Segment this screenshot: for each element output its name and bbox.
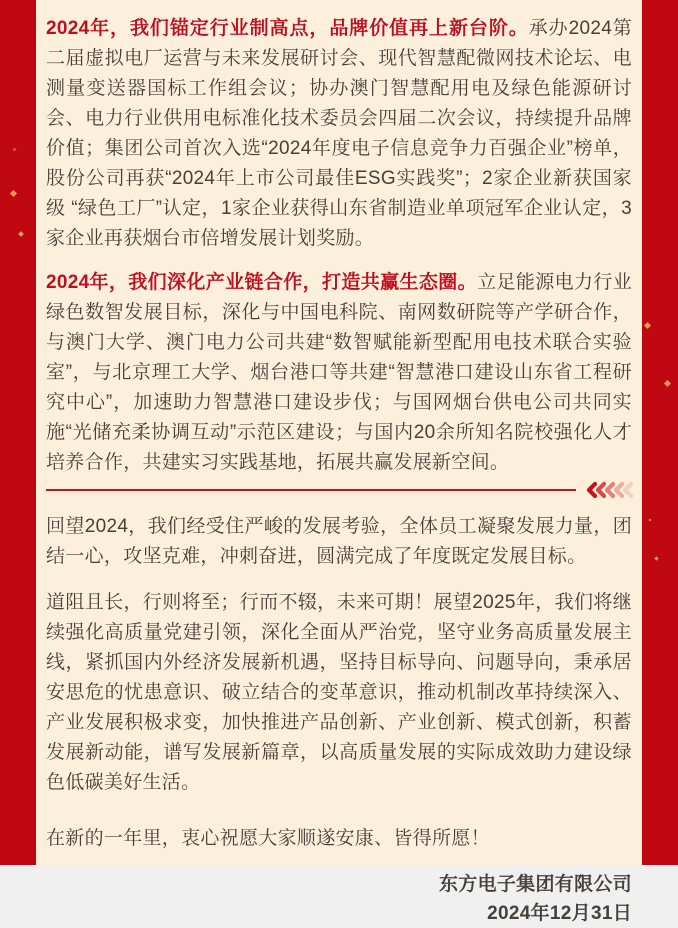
signature-company: 东方电子集团有限公司	[438, 874, 632, 895]
sparkle-decoration	[664, 380, 671, 387]
sparkle-decoration	[654, 556, 658, 560]
paragraph-industry-chain	[46, 268, 632, 478]
sparkle-decoration	[18, 231, 24, 237]
sparkle-decoration	[12, 147, 16, 151]
sparkle-decoration	[644, 322, 651, 329]
paragraph-brand-value-body: 承办2024第二届虚拟电厂运营与未来发展研讨会、现代智慧配微网技术论坛、电测量变送器国标工作组会议；协办澳门智慧配用电及绿色能源研讨会、电力行业供用电标准化技术委员会四届二次会议，持续提升品牌价值；集团公司首次入选“2024年度电子信息竞争力百强企业”榜单，股份公司再获“2024年上市公司最佳ESG实践奖”；2家企业新获国家级 “绿色工厂”认定，1家企业获得山东省制造业单项冠军企业认定，3家企业再获烟台市倍增发展计划奖励。	[46, 18, 632, 249]
content-panel	[36, 0, 642, 924]
sparkle-decoration	[10, 190, 17, 197]
paragraph-brand-value	[46, 14, 632, 254]
paragraph-brand-value-lead: 2024年，我们锚定行业制高点，品牌价值再上新台阶。	[46, 18, 529, 39]
sparkle-decoration	[649, 519, 652, 522]
paragraph-industry-chain-lead: 2024年，我们深化产业链合作，打造共赢生态圈。	[46, 272, 478, 293]
signature-date: 2024年12月31日	[487, 903, 632, 924]
divider-line	[46, 489, 576, 491]
paragraph-outlook-2025: 道阻且长，行则将至；行而不辍，未来可期！展望2025年，我们将继续强化高质量党建引领，深化全面从严治党，坚守业务高质量发展主线，紧抓国内外经济发展新机遇，坚持目标导向、问题导向，秉承居安思危的忧患意识、破立结合的变革意识，推动机制改革持续深入、产业发展积极求变，加快推进产品创新、产业创新、模式创新，积蓄发展新动能，谱写发展新篇章，以高质量发展的实际成效助力建设绿色低碳美好生活。	[46, 592, 632, 793]
fading-chevrons-icon	[586, 482, 632, 498]
section-divider	[46, 482, 632, 498]
paragraph-new-year-wish: 在新的一年里，衷心祝愿大家顺遂安康、皆得所愿！	[46, 828, 490, 849]
paragraph-industry-chain-body: 立足能源电力行业绿色数智发展目标，深化与中国电科院、南网数研院等产学研合作，与澳门大学、澳门电力公司共建“数智赋能新型配用电技术联合实验室”，与北京理工大学、烟台港口等共建“智慧港口建设山东省工程研究中心”，加速助力智慧港口建设步伐；与国网烟台供电公司共同实施“光储充柔协调互动”示范区建设；与国内20余所知名院校强化人才培养合作，共建实习实践基地，拓展共赢发展新空间。	[46, 272, 632, 473]
paragraph-review-2024: 回望2024，我们经受住严峻的发展考验，全体员工凝聚发展力量，团结一心，攻坚克难，冲刺奋进，圆满完成了年度既定发展目标。	[46, 516, 632, 567]
signature-block	[46, 870, 632, 928]
